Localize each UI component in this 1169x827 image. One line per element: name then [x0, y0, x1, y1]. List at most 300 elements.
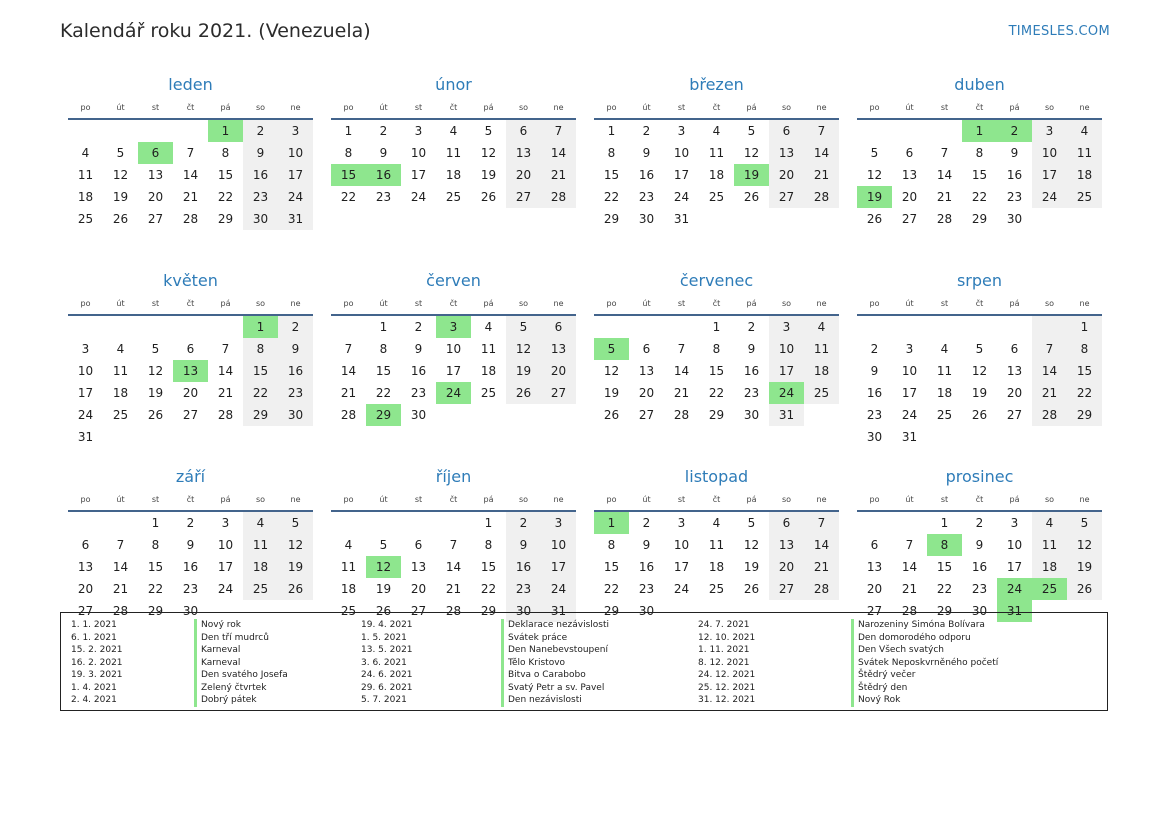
day-cell: 31	[541, 600, 576, 622]
day-cell: 31	[77, 430, 94, 444]
weekday-header	[857, 98, 1102, 120]
day-cell: 3	[769, 316, 804, 338]
holiday-date: 19. 3. 2021	[71, 670, 123, 680]
holiday-name: Deklarace nezávislosti	[501, 619, 609, 632]
holiday-name: Svatý Petr a sv. Pavel	[501, 682, 609, 695]
day-cell: 17	[1006, 560, 1023, 574]
empty-cell	[103, 512, 138, 534]
day-cell: 8	[607, 538, 616, 552]
brand-link[interactable]: TIMESLES.COM	[1008, 24, 1110, 39]
day-cell: 13	[1006, 364, 1023, 378]
weekday-header	[68, 294, 313, 316]
day-cell: 13	[506, 142, 541, 164]
week-row	[594, 404, 839, 426]
day-cell: 5	[484, 124, 493, 138]
week-row	[68, 208, 313, 230]
day-cell: 23	[1006, 190, 1023, 204]
day-cell: 1	[484, 516, 493, 530]
day-cell: 19	[971, 386, 988, 400]
day-cell: 31	[769, 404, 804, 426]
week-row	[857, 186, 1102, 208]
day-cell: 18	[243, 556, 278, 578]
day-cell: 11	[77, 168, 94, 182]
holiday-date: 13. 5. 2021	[361, 645, 413, 655]
day-cell: 13	[769, 534, 804, 556]
weekday-header	[594, 294, 839, 316]
day-cell: 17	[673, 168, 690, 182]
day-cell: 7	[804, 512, 839, 534]
day-cell: 4	[1032, 512, 1067, 534]
weekday-label: pá	[483, 495, 494, 504]
empty-cell	[68, 316, 103, 338]
day-cell: 25	[936, 408, 953, 422]
empty-cell	[927, 426, 962, 448]
day-cell: 17	[541, 556, 576, 578]
day-cell: 6	[769, 120, 804, 142]
day-cell: 2	[747, 320, 756, 334]
day-cell: 18	[936, 386, 953, 400]
weekday-label: čt	[186, 495, 195, 504]
week-row	[68, 556, 313, 578]
day-cell: 1	[243, 316, 278, 338]
day-cell: 3	[541, 512, 576, 534]
day-cell: 7	[940, 146, 949, 160]
weekday-label: út	[116, 103, 125, 112]
day-cell: 1	[151, 516, 160, 530]
day-cell: 12	[147, 364, 164, 378]
day-cell: 29	[1067, 404, 1102, 426]
day-cell: 1	[607, 124, 616, 138]
empty-cell	[804, 404, 839, 426]
months-grid	[68, 72, 1102, 660]
day-cell: 12	[366, 556, 401, 578]
weekday-label: st	[414, 495, 423, 504]
week-row	[594, 534, 839, 556]
weekday-header	[594, 98, 839, 120]
week-row	[857, 316, 1102, 338]
day-cell: 30	[638, 212, 655, 226]
day-cell: 30	[1006, 212, 1023, 226]
week-row	[857, 426, 1102, 448]
day-cell: 14	[217, 364, 234, 378]
day-cell: 28	[445, 604, 462, 618]
month-name: květen	[163, 271, 218, 290]
day-cell: 5	[975, 342, 984, 356]
empty-cell	[401, 512, 436, 534]
holiday-name: Nový rok	[194, 619, 288, 632]
day-cell: 18	[112, 386, 129, 400]
holiday-name: Narozeniny Simóna Bolívara	[851, 619, 998, 632]
day-cell: 11	[708, 538, 725, 552]
weekday-label: so	[1044, 103, 1055, 112]
week-row	[68, 534, 313, 556]
day-cell: 27	[541, 382, 576, 404]
weekday-label: čt	[712, 103, 721, 112]
day-cell: 27	[638, 408, 655, 422]
day-cell: 5	[151, 342, 160, 356]
weekday-label: pá	[746, 103, 757, 112]
day-cell: 21	[182, 190, 199, 204]
month-name: duben	[954, 75, 1005, 94]
day-cell: 21	[340, 386, 357, 400]
holiday-name: Karneval	[194, 657, 288, 670]
day-cell: 21	[1032, 382, 1067, 404]
holiday-date: 2. 4. 2021	[71, 695, 117, 705]
day-cell: 4	[1067, 120, 1102, 142]
holiday-date: 31. 12. 2021	[698, 695, 756, 705]
holiday-name: Tělo Kristovo	[501, 657, 609, 670]
weekday-label: čt	[975, 103, 984, 112]
day-cell: 3	[677, 516, 686, 530]
weekday-label: so	[1044, 495, 1055, 504]
week-row	[857, 142, 1102, 164]
day-cell: 26	[603, 408, 620, 422]
day-cell: 9	[747, 342, 756, 356]
week-row	[331, 534, 576, 556]
empty-cell	[278, 426, 313, 448]
week-row	[857, 534, 1102, 556]
holiday-date: 1. 1. 2021	[71, 620, 117, 630]
empty-cell	[892, 120, 927, 142]
day-cell: 12	[743, 146, 760, 160]
weekday-label: po	[343, 495, 354, 504]
week-row	[594, 512, 839, 534]
day-cell: 15	[1067, 360, 1102, 382]
weekday-label: ne	[553, 103, 564, 112]
day-cell: 27	[901, 212, 918, 226]
day-cell: 29	[243, 404, 278, 426]
empty-cell	[103, 120, 138, 142]
day-cell: 26	[375, 604, 392, 618]
day-cell: 7	[344, 342, 353, 356]
day-cell: 20	[769, 164, 804, 186]
weekday-label: čt	[449, 299, 458, 308]
week-row	[331, 164, 576, 186]
empty-cell	[892, 316, 927, 338]
day-cell: 28	[340, 408, 357, 422]
day-cell: 9	[379, 146, 388, 160]
day-cell: 16	[366, 164, 401, 186]
day-cell: 16	[278, 360, 313, 382]
day-cell: 26	[971, 408, 988, 422]
day-cell: 3	[905, 342, 914, 356]
day-cell: 6	[905, 146, 914, 160]
day-cell: 4	[81, 146, 90, 160]
day-cell: 25	[340, 604, 357, 618]
empty-cell	[173, 426, 208, 448]
day-cell: 24	[410, 190, 427, 204]
day-cell: 20	[506, 164, 541, 186]
weekday-label: st	[940, 495, 949, 504]
day-cell: 25	[1032, 578, 1067, 600]
day-cell: 12	[506, 338, 541, 360]
day-cell: 19	[603, 386, 620, 400]
weekday-label: st	[677, 103, 686, 112]
day-cell: 6	[769, 512, 804, 534]
day-cell: 4	[712, 516, 721, 530]
week-row	[331, 120, 576, 142]
day-cell: 21	[217, 386, 234, 400]
week-row	[68, 578, 313, 600]
weekday-label: pá	[483, 299, 494, 308]
day-cell: 2	[642, 516, 651, 530]
day-cell: 21	[804, 556, 839, 578]
day-cell: 28	[217, 408, 234, 422]
day-cell: 27	[77, 604, 94, 618]
holiday-name: Svátek práce	[501, 632, 609, 645]
weekday-label: út	[116, 495, 125, 504]
day-cell: 7	[905, 538, 914, 552]
weekday-label: út	[379, 495, 388, 504]
weekday-label: út	[116, 299, 125, 308]
day-cell: 12	[112, 168, 129, 182]
day-cell: 20	[541, 360, 576, 382]
week-row	[331, 404, 576, 426]
day-cell: 9	[506, 534, 541, 556]
week-row	[331, 142, 576, 164]
day-cell: 10	[1006, 538, 1023, 552]
day-cell: 18	[445, 168, 462, 182]
day-cell: 16	[971, 560, 988, 574]
weekday-label: so	[781, 495, 792, 504]
day-cell: 15	[971, 168, 988, 182]
day-cell: 15	[603, 560, 620, 574]
weekday-label: st	[151, 299, 160, 308]
month-červenec	[594, 268, 839, 464]
weekday-label: ne	[816, 103, 827, 112]
day-cell: 1	[344, 124, 353, 138]
day-cell: 31	[997, 600, 1032, 622]
week-row	[857, 360, 1102, 382]
weekday-label: ne	[1079, 299, 1090, 308]
day-cell: 14	[182, 168, 199, 182]
day-cell: 3	[221, 516, 230, 530]
day-cell: 22	[971, 190, 988, 204]
day-cell: 29	[603, 212, 620, 226]
day-cell: 17	[673, 560, 690, 574]
day-cell: 10	[673, 146, 690, 160]
holiday-name: Karneval	[194, 644, 288, 657]
day-cell: 24	[1032, 186, 1067, 208]
weekday-label: so	[518, 495, 529, 504]
weekday-header	[68, 490, 313, 512]
day-cell: 30	[278, 404, 313, 426]
day-cell: 20	[901, 190, 918, 204]
weekday-header	[331, 98, 576, 120]
day-cell: 11	[340, 560, 357, 574]
weekday-label: po	[80, 495, 91, 504]
day-cell: 4	[484, 320, 493, 334]
weekday-label: ne	[816, 299, 827, 308]
weekday-label: út	[905, 103, 914, 112]
empty-cell	[734, 208, 769, 230]
day-cell: 7	[116, 538, 125, 552]
day-cell: 25	[708, 582, 725, 596]
empty-cell	[769, 208, 804, 230]
day-cell: 30	[182, 604, 199, 618]
weekday-label: pá	[1009, 495, 1020, 504]
weekday-label: po	[869, 103, 880, 112]
day-cell: 22	[603, 190, 620, 204]
weekday-label: čt	[449, 103, 458, 112]
day-cell: 3	[278, 120, 313, 142]
month-červen	[331, 268, 576, 464]
day-cell: 5	[747, 516, 756, 530]
month-name: březen	[689, 75, 744, 94]
day-cell: 17	[410, 168, 427, 182]
day-cell: 30	[243, 208, 278, 230]
day-cell: 24	[901, 408, 918, 422]
day-cell: 6	[870, 538, 879, 552]
weekday-label: st	[151, 495, 160, 504]
day-cell: 16	[638, 168, 655, 182]
day-cell: 10	[217, 538, 234, 552]
day-cell: 21	[804, 164, 839, 186]
empty-cell	[804, 208, 839, 230]
day-cell: 7	[804, 120, 839, 142]
day-cell: 4	[712, 124, 721, 138]
day-cell: 5	[506, 316, 541, 338]
day-cell: 26	[112, 212, 129, 226]
day-cell: 21	[901, 582, 918, 596]
day-cell: 13	[901, 168, 918, 182]
weekday-label: pá	[483, 103, 494, 112]
day-cell: 18	[480, 364, 497, 378]
day-cell: 7	[221, 342, 230, 356]
day-cell: 2	[278, 316, 313, 338]
day-cell: 12	[1067, 534, 1102, 556]
day-cell: 10	[541, 534, 576, 556]
day-cell: 7	[449, 538, 458, 552]
day-cell: 10	[901, 364, 918, 378]
month-name: září	[175, 467, 206, 486]
day-cell: 13	[541, 338, 576, 360]
day-cell: 4	[940, 342, 949, 356]
day-cell: 14	[804, 534, 839, 556]
month-name: říjen	[435, 467, 472, 486]
weekday-label: po	[80, 299, 91, 308]
week-row	[594, 360, 839, 382]
holiday-date: 1. 4. 2021	[71, 682, 117, 693]
day-cell: 14	[445, 560, 462, 574]
day-cell: 18	[804, 360, 839, 382]
weekday-label: st	[414, 299, 423, 308]
week-row	[331, 338, 576, 360]
weekday-label: po	[869, 299, 880, 308]
holiday-name: Štědrý den	[851, 682, 998, 695]
day-cell: 20	[769, 556, 804, 578]
day-cell: 28	[1032, 404, 1067, 426]
weekday-label: so	[518, 299, 529, 308]
weekday-label: út	[642, 103, 651, 112]
day-cell: 29	[708, 408, 725, 422]
day-cell: 1	[594, 512, 629, 534]
day-cell: 8	[344, 146, 353, 160]
empty-cell	[892, 512, 927, 534]
holiday-date: 8. 12. 2021	[698, 657, 750, 668]
day-cell: 16	[1006, 168, 1023, 182]
weekday-label: čt	[449, 495, 458, 504]
week-row	[68, 360, 313, 382]
empty-cell	[1067, 426, 1102, 448]
day-cell: 4	[449, 124, 458, 138]
day-cell: 10	[278, 142, 313, 164]
day-cell: 8	[607, 146, 616, 160]
day-cell: 15	[243, 360, 278, 382]
day-cell: 7	[541, 120, 576, 142]
day-cell: 14	[804, 142, 839, 164]
weekday-header	[594, 490, 839, 512]
week-row	[857, 556, 1102, 578]
holiday-name: Den domorodého odporu	[851, 632, 998, 645]
holiday-date: 1. 5. 2021	[361, 632, 407, 643]
day-cell: 11	[480, 342, 497, 356]
day-cell: 18	[77, 190, 94, 204]
holiday-date: 24. 7. 2021	[698, 620, 750, 630]
day-cell: 6	[186, 342, 195, 356]
weekday-header	[331, 490, 576, 512]
day-cell: 27	[410, 604, 427, 618]
day-cell: 19	[375, 582, 392, 596]
day-cell: 13	[769, 142, 804, 164]
empty-cell	[997, 426, 1032, 448]
day-cell: 18	[340, 582, 357, 596]
holiday-name: Nový Rok	[851, 694, 998, 707]
weekday-label: pá	[746, 299, 757, 308]
day-cell: 19	[1067, 556, 1102, 578]
day-cell: 23	[866, 408, 883, 422]
day-cell: 16	[182, 560, 199, 574]
day-cell: 20	[182, 386, 199, 400]
day-cell: 26	[278, 578, 313, 600]
holiday-name: Den svatého Josefa	[194, 669, 288, 682]
holiday-list	[60, 612, 1108, 711]
weekday-label: út	[905, 495, 914, 504]
weekday-label: po	[343, 103, 354, 112]
month-květen	[68, 268, 313, 464]
weekday-label: ne	[290, 299, 301, 308]
day-cell: 17	[445, 364, 462, 378]
empty-cell	[1032, 208, 1067, 230]
day-cell: 18	[708, 560, 725, 574]
day-cell: 19	[112, 190, 129, 204]
day-cell: 19	[147, 386, 164, 400]
week-row	[331, 316, 576, 338]
day-cell: 25	[445, 190, 462, 204]
day-cell: 22	[217, 190, 234, 204]
week-row	[68, 164, 313, 186]
day-cell: 25	[480, 386, 497, 400]
empty-cell	[997, 316, 1032, 338]
weekday-label: so	[255, 495, 266, 504]
week-row	[594, 186, 839, 208]
day-cell: 30	[743, 408, 760, 422]
holiday-name: Dobrý pátek	[194, 694, 288, 707]
day-cell: 25	[112, 408, 129, 422]
day-cell: 17	[901, 386, 918, 400]
day-cell: 20	[866, 582, 883, 596]
day-cell: 28	[112, 604, 129, 618]
day-cell: 24	[217, 582, 234, 596]
weekday-label: so	[518, 103, 529, 112]
empty-cell	[173, 120, 208, 142]
day-cell: 12	[278, 534, 313, 556]
day-cell: 2	[379, 124, 388, 138]
empty-cell	[1032, 426, 1067, 448]
holiday-names-column	[194, 619, 288, 707]
day-cell: 17	[1032, 164, 1067, 186]
day-cell: 26	[506, 382, 541, 404]
